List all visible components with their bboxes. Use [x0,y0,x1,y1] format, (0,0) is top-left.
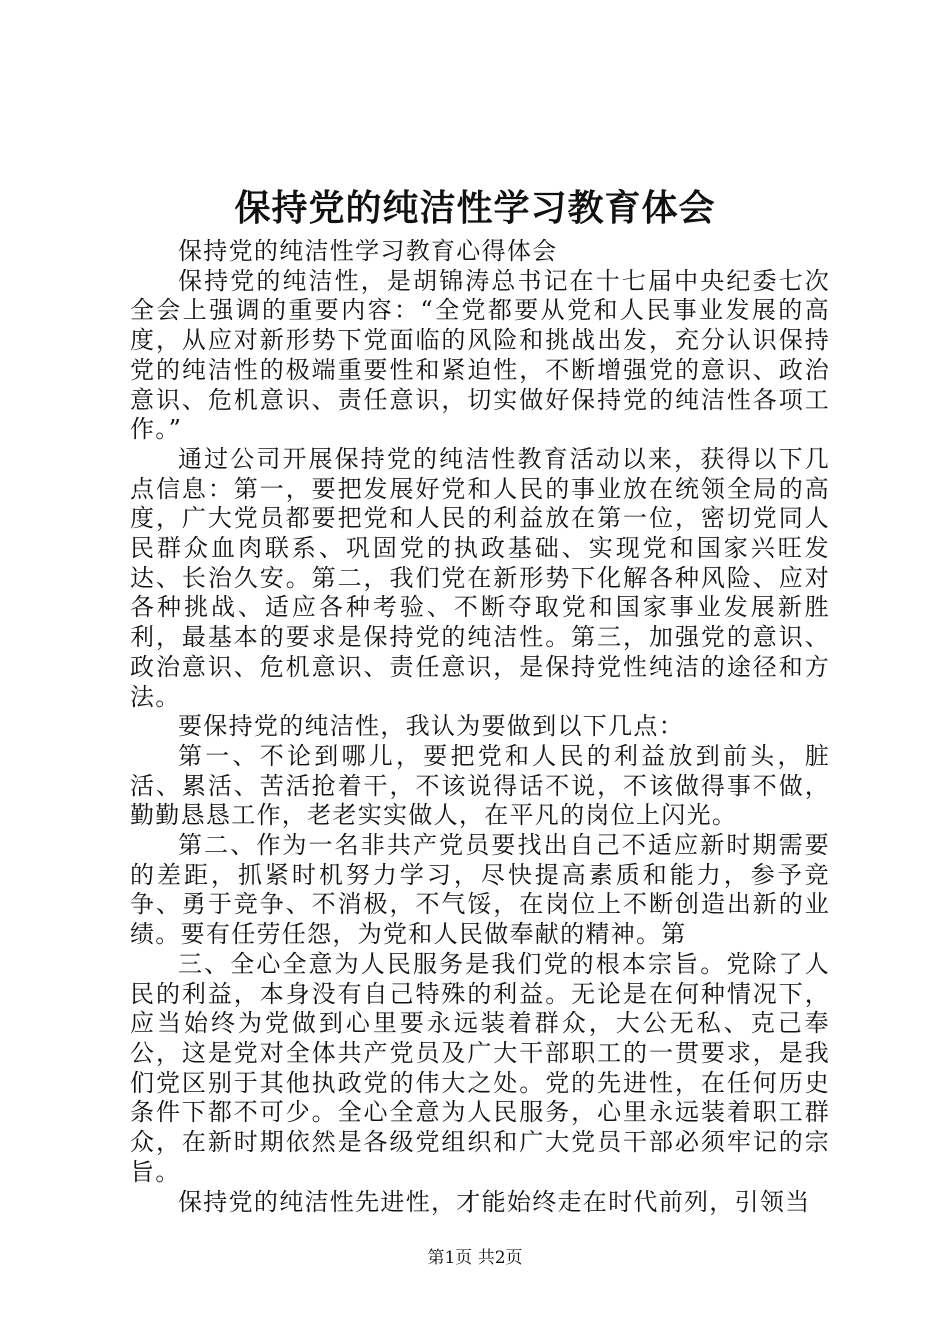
paragraph: 第一、不论到哪儿，要把党和人民的利益放到前头，脏活、累活、苦活抢着干，不该说得话不说，不该做得事不做，勤勤恳恳工作，老老实实做人，在平凡的岗位上闪光。 [130,741,830,830]
paragraph: 三、全心全意为人民服务是我们党的根本宗旨。党除了人民的利益，本身没有自己特殊的利益。无论是在何种情况下，应当始终为党做到心里要永远装着群众，大公无私、克己奉公，这是党对全体共产党员及广大干部职工的一贯要求，是我们党区别于其他执政党的伟大之处。党的先进性，在任何历史条件下都不可少。全心全意为人民服务，心里永远装着职工群众，在新时期依然是各级党组织和广大党员干部必须牢记的宗旨。 [130,949,830,1186]
paragraph: 第二、作为一名非共产党员要找出自己不适应新时期需要的差距，抓紧时机努力学习，尽快提高素质和能力，参予竞争、勇于竞争、不消极，不气馁，在岗位上不断创造出新的业绩。要有任劳任怨，为党和人民做奉献的精神。第 [130,831,830,949]
document-body [130,237,830,1217]
paragraph: 要保持党的纯洁性，我认为要做到以下几点： [178,712,684,741]
paragraph: 保持党的纯洁性先进性，才能始终走在时代前列，引领当 [178,1187,811,1216]
document-title: 保持党的纯洁性学习教育体会 [234,187,716,229]
paragraph: 保持党的纯洁性，是胡锦涛总书记在十七届中央纪委七次全会上强调的重要内容：“全党都要从党和人民事业发展的高度，从应对新形势下党面临的风险和挑战出发，充分认识保持党的纯洁性的极端重要性和紧迫性，不断增强党的意识、政治意识、危机意识、责任意识，切实做好保持党的纯洁性各项工作。” [130,266,830,444]
page-number-footer: 第1页 共2页 [427,1248,523,1268]
paragraph-subtitle: 保持党的纯洁性学习教育心得体会 [178,237,558,265]
paragraph: 通过公司开展保持党的纯洁性教育活动以来，获得以下几点信息：第一，要把发展好党和人民的事业放在统领全局的高度，广大党员都要把党和人民的利益放在第一位，密切党同人民群众血肉联系、巩固党的执政基础、实现党和国家兴旺发达、长治久安。第二，我们党在新形势下化解各种风险、应对各种挑战、适应各种考验、不断夺取党和国家事业发展新胜利，最基本的要求是保持党的纯洁性。第三，加强党的意识、政治意识、危机意识、责任意识，是保持党性纯洁的途径和方法。 [130,444,830,711]
